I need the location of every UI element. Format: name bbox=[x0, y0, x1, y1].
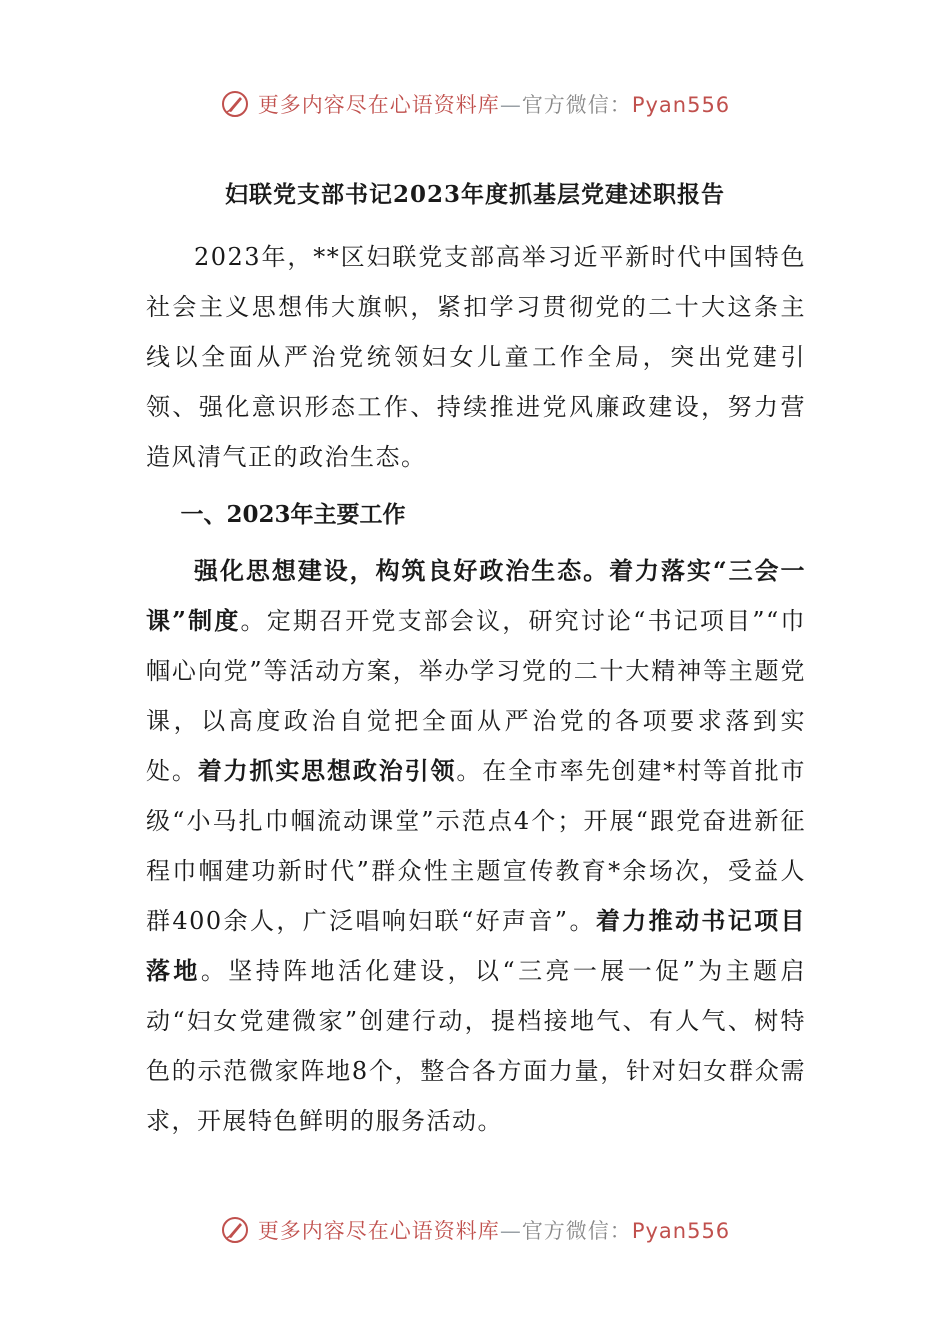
body-text-1: 。定期召开党支部会议，研究讨论“书记项目”“巾帼心向党”等活动方案，举办学习党的二十大精神等主题党课，以高度政治自觉把全面从严治党的各项要求落到实处。 bbox=[146, 607, 806, 785]
section-paragraph bbox=[146, 546, 806, 1146]
watermark-text: 更多内容尽在心语资料库—官方微信：Pyan556 bbox=[257, 93, 731, 117]
quill-logo-icon bbox=[220, 89, 250, 119]
watermark-header bbox=[0, 84, 950, 124]
watermark-text: 更多内容尽在心语资料库—官方微信：Pyan556 bbox=[257, 1219, 731, 1243]
quill-logo-icon bbox=[220, 1215, 250, 1245]
document-body bbox=[146, 232, 806, 1146]
body-text-3: 。坚持阵地活化建设，以“三亮一展一促”为主题启动“妇女党建微家”创建行动，提档接地气、有人气、树特色的示范微家阵地8个，整合各方面力量，针对妇女群众需求，开展特色鲜明的服务活动。 bbox=[146, 957, 807, 1135]
bold-lead-1: 强化思想建设，构筑良好政治生态。着力落实“三会一课”制度 bbox=[146, 556, 806, 635]
watermark-footer bbox=[0, 1210, 950, 1250]
document-title: 妇联党支部书记2023年度抓基层党建述职报告 bbox=[224, 181, 725, 208]
section-heading: 一、2023年主要工作 bbox=[180, 501, 406, 528]
bold-lead-3: 着力推动书记项目落地 bbox=[146, 906, 806, 985]
body-text-2: 。在全市率先创建*村等首批市级“小马扎巾帼流动课堂”示范点4个；开展“跟党奋进新征程巾帼建功新时代”群众性主题宣传教育*余场次，受益人群400余人，广泛唱响妇联“好声音”。 bbox=[146, 757, 807, 935]
bold-lead-2: 着力抓实思想政治引领 bbox=[197, 756, 457, 785]
intro-paragraph: 2023年，**区妇联党支部高举习近平新时代中国特色社会主义思想伟大旗帜，紧扣学习贯彻党的二十大这条主线以全面从严治党统领妇女儿童工作全局，突出党建引领、强化意识形态工作、持续推进党风廉政建设，努力营造风清气正的政治生态。 bbox=[146, 243, 806, 471]
